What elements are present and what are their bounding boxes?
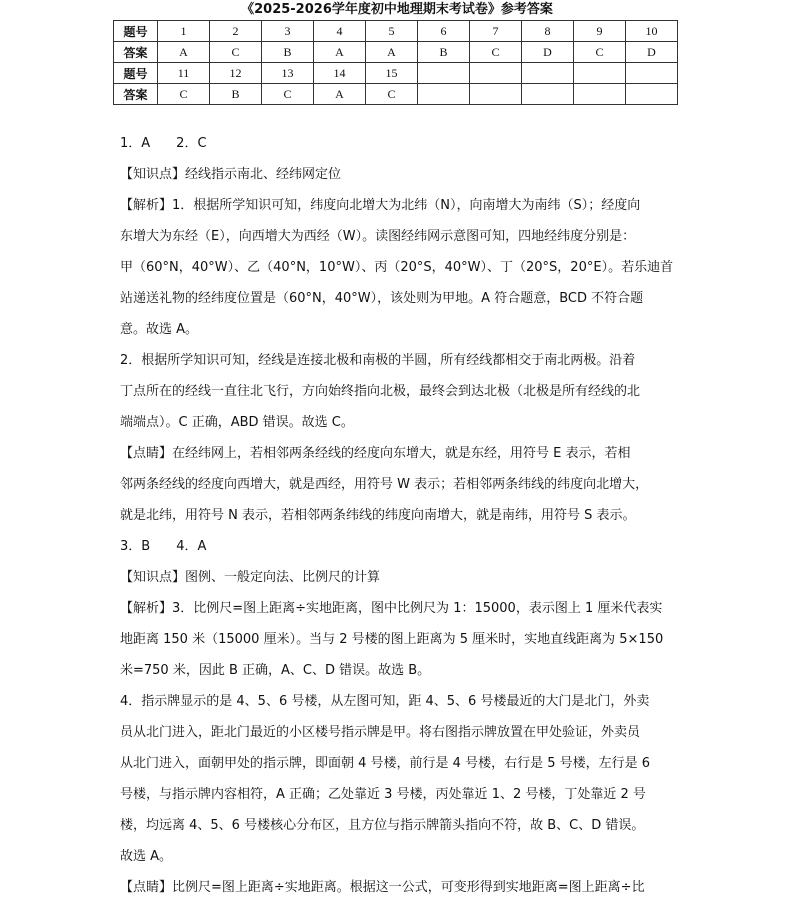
answer-q2: 2．C [176, 136, 207, 151]
tip-line: 【点睛】比例尺=图上距离÷实地距离。根据这一公式，可变形得到实地距离=图上距离÷比 [120, 880, 645, 895]
analysis-line: 2．根据所学知识可知，经线是连接北极和南极的半圆，所有经线都相交于南北两极。沿着 [120, 353, 636, 368]
row-header-answer: 答案 [114, 84, 158, 105]
tip-line: 邻两条经线的经度向西增大，就是西经，用符号 W 表示；若相邻两条纬线的纬度向北增大， [120, 477, 649, 492]
table-cell: 2 [210, 21, 262, 42]
table-cell: C [262, 84, 314, 105]
table-cell [470, 63, 522, 84]
table-cell [522, 84, 574, 105]
table-cell [626, 84, 678, 105]
document-title: 《2025-2026学年度初中地理期末考试卷》参考答案 [241, 2, 553, 17]
table-cell [418, 63, 470, 84]
table-cell [626, 63, 678, 84]
table-cell: 5 [366, 21, 418, 42]
table-cell: 4 [314, 21, 366, 42]
analysis-line: 故选 A。 [120, 849, 173, 864]
table-cell: B [418, 42, 470, 63]
knowledge-point-q1-2: 【知识点】经线指示南北、经纬网定位 [120, 167, 342, 182]
analysis-line: 甲（60°N，40°W）、乙（40°N，10°W）、丙（20°S，40°W）、丁（20°S，20°E）。若乐迪首 [120, 260, 674, 275]
table-cell: 10 [626, 21, 678, 42]
knowledge-point-q3-4: 【知识点】图例、一般定向法、比例尺的计算 [120, 570, 381, 585]
table-cell: A [158, 42, 210, 63]
tip-line: 【点睛】在经纬网上，若相邻两条经线的经度向东增大，就是东经，用符号 E 表示，若相 [120, 446, 631, 461]
analysis-line: 员从北门进入，距北门最近的小区楼号指示牌是甲。将右图指示牌放置在甲处验证，外卖员 [120, 725, 641, 740]
table-cell: C [210, 42, 262, 63]
q3-4-answers [120, 531, 685, 562]
table-cell: 6 [418, 21, 470, 42]
table-cell: 14 [314, 63, 366, 84]
table-cell: 15 [366, 63, 418, 84]
answer-q1: 1．A [120, 136, 151, 151]
table-cell [574, 84, 626, 105]
table-cell: C [366, 84, 418, 105]
analysis-line: 4．指示牌显示的是 4、5、6 号楼，从左图可知，距 4、5、6 号楼最近的大门是北门，外卖 [120, 694, 650, 709]
table-cell: C [470, 42, 522, 63]
table-cell: C [574, 42, 626, 63]
row-header-question-no: 题号 [114, 63, 158, 84]
analysis-line: 【解析】1．根据所学知识可知，纬度向北增大为北纬（N），向南增大为南纬（S）；经度向 [120, 198, 641, 213]
analysis-line: 端端点）。C 正确，ABD 错误。故选 C。 [120, 415, 354, 430]
table-cell: 1 [158, 21, 210, 42]
row-header-question-no: 题号 [114, 21, 158, 42]
table-cell: B [262, 42, 314, 63]
answer-q3: 3．B [120, 539, 151, 554]
table-cell [574, 63, 626, 84]
answer-table-row [114, 21, 678, 42]
answer-table-row [114, 84, 678, 105]
analysis-line: 从北门进入，面朝甲处的指示牌，即面朝 4 号楼，前行是 4 号楼，右行是 5 号楼，左行是 6 [120, 756, 651, 771]
table-cell: 7 [470, 21, 522, 42]
analysis-line: 站递送礼物的经纬度位置是（60°N，40°W），该处则为甲地。A 符合题意，BCD 不符合题 [120, 291, 644, 306]
table-cell: 13 [262, 63, 314, 84]
analysis-line: 意。故选 A。 [120, 322, 199, 337]
table-cell: 8 [522, 21, 574, 42]
analysis-line: 号楼，与指示牌内容相符，A 正确；乙处靠近 3 号楼，丙处靠近 1、2 号楼，丁处靠近 2 号 [120, 787, 646, 802]
analysis-line: 丁点所在的经线一直往北飞行，方向始终指向北极，最终会到达北极（北极是所有经线的北 [120, 384, 641, 399]
table-cell: 9 [574, 21, 626, 42]
row-header-answer: 答案 [114, 42, 158, 63]
table-cell: 3 [262, 21, 314, 42]
table-cell: D [626, 42, 678, 63]
table-cell [470, 84, 522, 105]
answer-explanations [120, 128, 685, 903]
answer-table-row [114, 42, 678, 63]
table-cell: C [158, 84, 210, 105]
answer-table-row [114, 63, 678, 84]
analysis-line: 东增大为东经（E），向西增大为西经（W）。读图经纬网示意图可知，四地经纬度分别是： [120, 229, 636, 244]
table-cell: 12 [210, 63, 262, 84]
table-cell: A [366, 42, 418, 63]
table-cell: 11 [158, 63, 210, 84]
q1-2-answers [120, 128, 685, 159]
analysis-line: 楼，均远离 4、5、6 号楼核心分布区，且方位与指示牌箭头指向不符，故 B、C、D 错误。 [120, 818, 645, 833]
table-cell [522, 63, 574, 84]
table-cell: A [314, 42, 366, 63]
table-cell: D [522, 42, 574, 63]
answer-table [113, 20, 678, 105]
table-cell: B [210, 84, 262, 105]
table-cell: A [314, 84, 366, 105]
answer-q4: 4．A [176, 539, 207, 554]
tip-line: 就是北纬，用符号 N 表示，若相邻两条纬线的纬度向南增大，就是南纬，用符号 S 表示。 [120, 508, 636, 523]
analysis-line: 地距离 150 米（15000 厘米）。当与 2 号楼的图上距离为 5 厘米时，实地直线距离为 5×150 [120, 632, 664, 647]
analysis-line: 【解析】3．比例尺=图上距离÷实地距离，图中比例尺为 1：15000，表示图上 1 厘米代表实 [120, 601, 663, 616]
table-cell [418, 84, 470, 105]
analysis-line: 米=750 米，因此 B 正确，A、C、D 错误。故选 B。 [120, 663, 431, 678]
